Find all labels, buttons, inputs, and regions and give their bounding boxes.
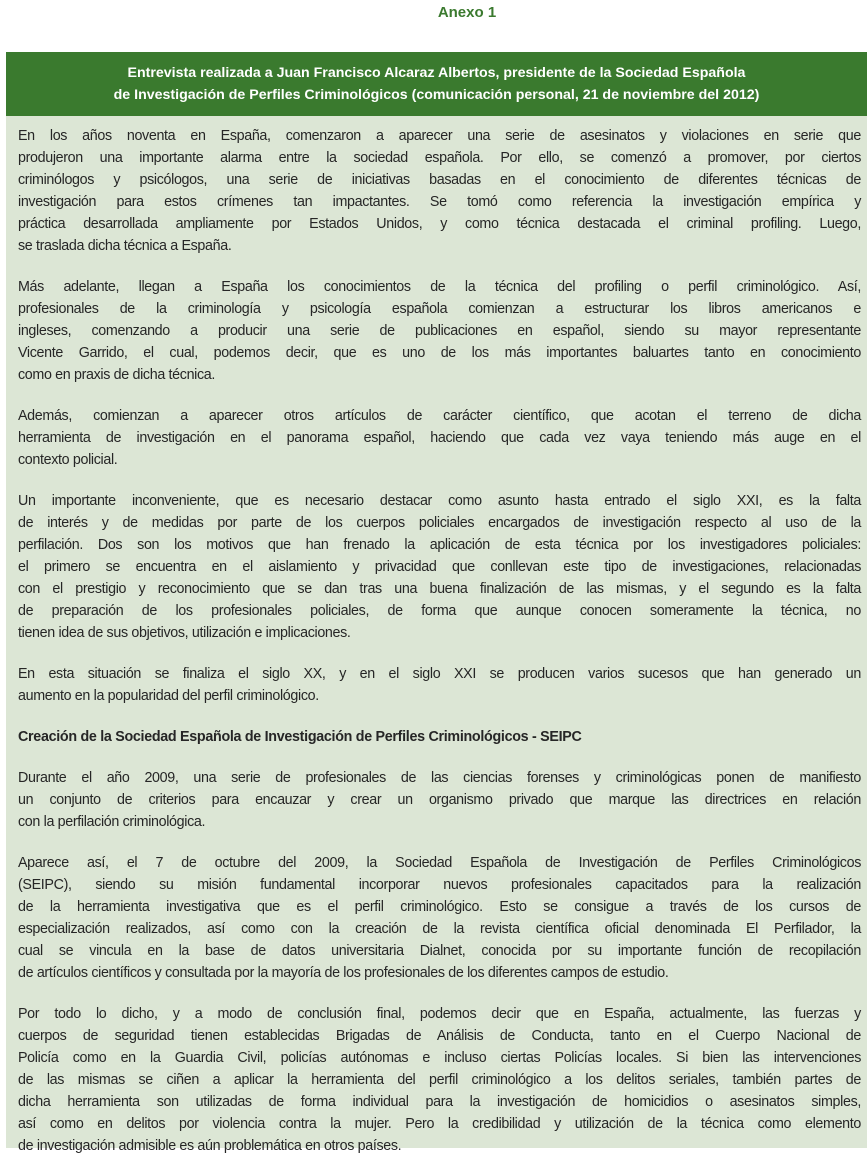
paragraph-line: profesionales de la criminología y psicología española comienzan a estructurar los libros americanos e (18, 301, 861, 317)
paragraph (18, 490, 861, 644)
paragraph-line: de la herramienta investigativa que es el perfil criminológico. Esto se consigue a través de los cursos de (18, 899, 861, 915)
paragraph (18, 405, 861, 471)
paragraph-line: Por todo lo dicho, y a modo de conclusión final, podemos decir que en España, actualmente, las fuerzas y (18, 1006, 861, 1022)
paragraph-line: tienen idea de sus objetivos, utilización e implicaciones. (18, 625, 351, 641)
header-line-1: Entrevista realizada a Juan Francisco Alcaraz Albertos, presidente de la Sociedad Española (127, 65, 746, 81)
interview-header (6, 52, 867, 116)
paragraph-line: Durante el año 2009, una serie de profesionales de las ciencias forenses y criminológicas ponen de manifiesto (18, 770, 861, 786)
paragraph-line: de interés y de medidas por parte de los cuerpos policiales encargados de investigación respecto al uso de la (18, 515, 861, 531)
paragraph-line: En esta situación se finaliza el siglo XX, y en el siglo XXI se producen varios sucesos que han generado un (18, 666, 861, 682)
paragraph (18, 276, 861, 386)
paragraph-line: criminólogos y psicólogos, una serie de iniciativas basadas en el conocimiento de diferentes técnicas de (18, 172, 861, 188)
paragraph-line: Vicente Garrido, el cual, podemos decir, que es uno de los más importantes baluartes tanto en conocimiento (18, 345, 861, 361)
paragraph-line: En los años noventa en España, comenzaron a aparecer una serie de asesinatos y violaciones en serie que (18, 128, 861, 144)
paragraph-line: como en praxis de dicha técnica. (18, 367, 216, 383)
paragraph (18, 767, 861, 833)
interview-content (6, 116, 867, 1157)
paragraph-line: con la perfilación criminológica. (18, 814, 206, 830)
paragraph-line: especialización realizados, así como con la creación de la revista científica oficial denominada El Perfilador, la (18, 921, 861, 937)
paragraph-line: así como en delitos por violencia contra la mujer. Pero la credibilidad y utilización de la técnica como elemento (18, 1116, 861, 1132)
paragraph-line: dicha herramienta son utilizadas de forma individual para la investigación de homicidios o asesinatos simples, (18, 1094, 861, 1110)
annex-title: Anexo 1 (437, 4, 497, 21)
paragraph-line: aumento en la popularidad del perfil criminológico. (18, 688, 319, 704)
paragraph (18, 125, 861, 257)
paragraph-line: un conjunto de criterios para encauzar y crear un organismo privado que marque las directrices en relación (18, 792, 861, 808)
header-line-2: de Investigación de Perfiles Criminológicos (comunicación personal, 21 de noviembre del 2012) (113, 87, 760, 103)
paragraph-line: investigación para estos crímenes tan impactantes. Se tomó como referencia la investigación empírica y (18, 194, 861, 210)
paragraph (18, 852, 861, 984)
paragraph-line: se traslada dicha técnica a España. (18, 238, 232, 254)
paragraph-line: con el prestigio y reconocimiento que se dan tras una buena finalización de las mismas, y el segundo es la falta (18, 581, 861, 597)
paragraph (18, 1003, 861, 1157)
paragraph-line: Además, comienzan a aparecer otros artículos de carácter científico, que acotan el terreno de dicha (18, 408, 861, 424)
paragraph-line: Policía como en la Guardia Civil, policías autónomas e incluso ciertas Policías locales. Si bien las intervenciones (18, 1050, 861, 1066)
paragraph-line: el primero se encuentra en el aislamiento y privacidad que conllevan este tipo de investigaciones, relacionadas (18, 559, 861, 575)
paragraph-line: cuerpos de seguridad tienen establecidas Brigadas de Análisis de Conducta, tanto en el Cuerpo Nacional de (18, 1028, 861, 1044)
paragraph-line: produjeron una importante alarma entre la sociedad española. Por ello, se comenzó a promover, por ciertos (18, 150, 861, 166)
paragraph-line: contexto policial. (18, 452, 118, 468)
paragraph-line: perfilación. Dos son los motivos que han frenado la aplicación de esta técnica por los investigadores policiales: (18, 537, 861, 553)
paragraph (18, 663, 861, 707)
section-heading: Creación de la Sociedad Española de Investigación de Perfiles Criminológicos - SEIPC (18, 729, 582, 745)
paragraph-line: de las mismas se ciñen a aplicar la herramienta del perfil criminológico a los delitos seriales, también partes de (18, 1072, 861, 1088)
paragraph-line: de artículos científicos y consultada por la mayoría de los profesionales de los diferentes campos de estudio. (18, 965, 669, 981)
paragraph-line: cual se vincula en la base de datos universitaria Dialnet, conocida por su importante función de recopilación (18, 943, 861, 959)
paragraph-line: Más adelante, llegan a España los conocimientos de la técnica del profiling o perfil criminológico. Así, (18, 279, 861, 295)
paragraph-line: ingleses, comenzando a producir una serie de publicaciones en español, siendo su mayor representante (18, 323, 861, 339)
paragraph-line: de preparación de los profesionales policiales, de forma que aunque conocen someramente la técnica, no (18, 603, 861, 619)
paragraph-line: Aparece así, el 7 de octubre del 2009, la Sociedad Española de Investigación de Perfiles Criminológicos (18, 855, 861, 871)
paragraph-line: Un importante inconveniente, que es necesario destacar como asunto hasta entrado el siglo XXI, es la falta (18, 493, 861, 509)
paragraph-line: de investigación admisible es aún problemática en otros países. (18, 1138, 402, 1154)
paragraph-line: (SEIPC), siendo su misión fundamental incorporar nuevos profesionales capacitados para la realización (18, 877, 861, 893)
paragraph-line: práctica desarrollada ampliamente por Estados Unidos, y como técnica destacada el criminal profiling. Luego, (18, 216, 861, 232)
interview-box (6, 52, 867, 1154)
paragraph-line: herramienta de investigación en el panorama español, haciendo que cada vez vaya teniendo más auge en el (18, 430, 861, 446)
